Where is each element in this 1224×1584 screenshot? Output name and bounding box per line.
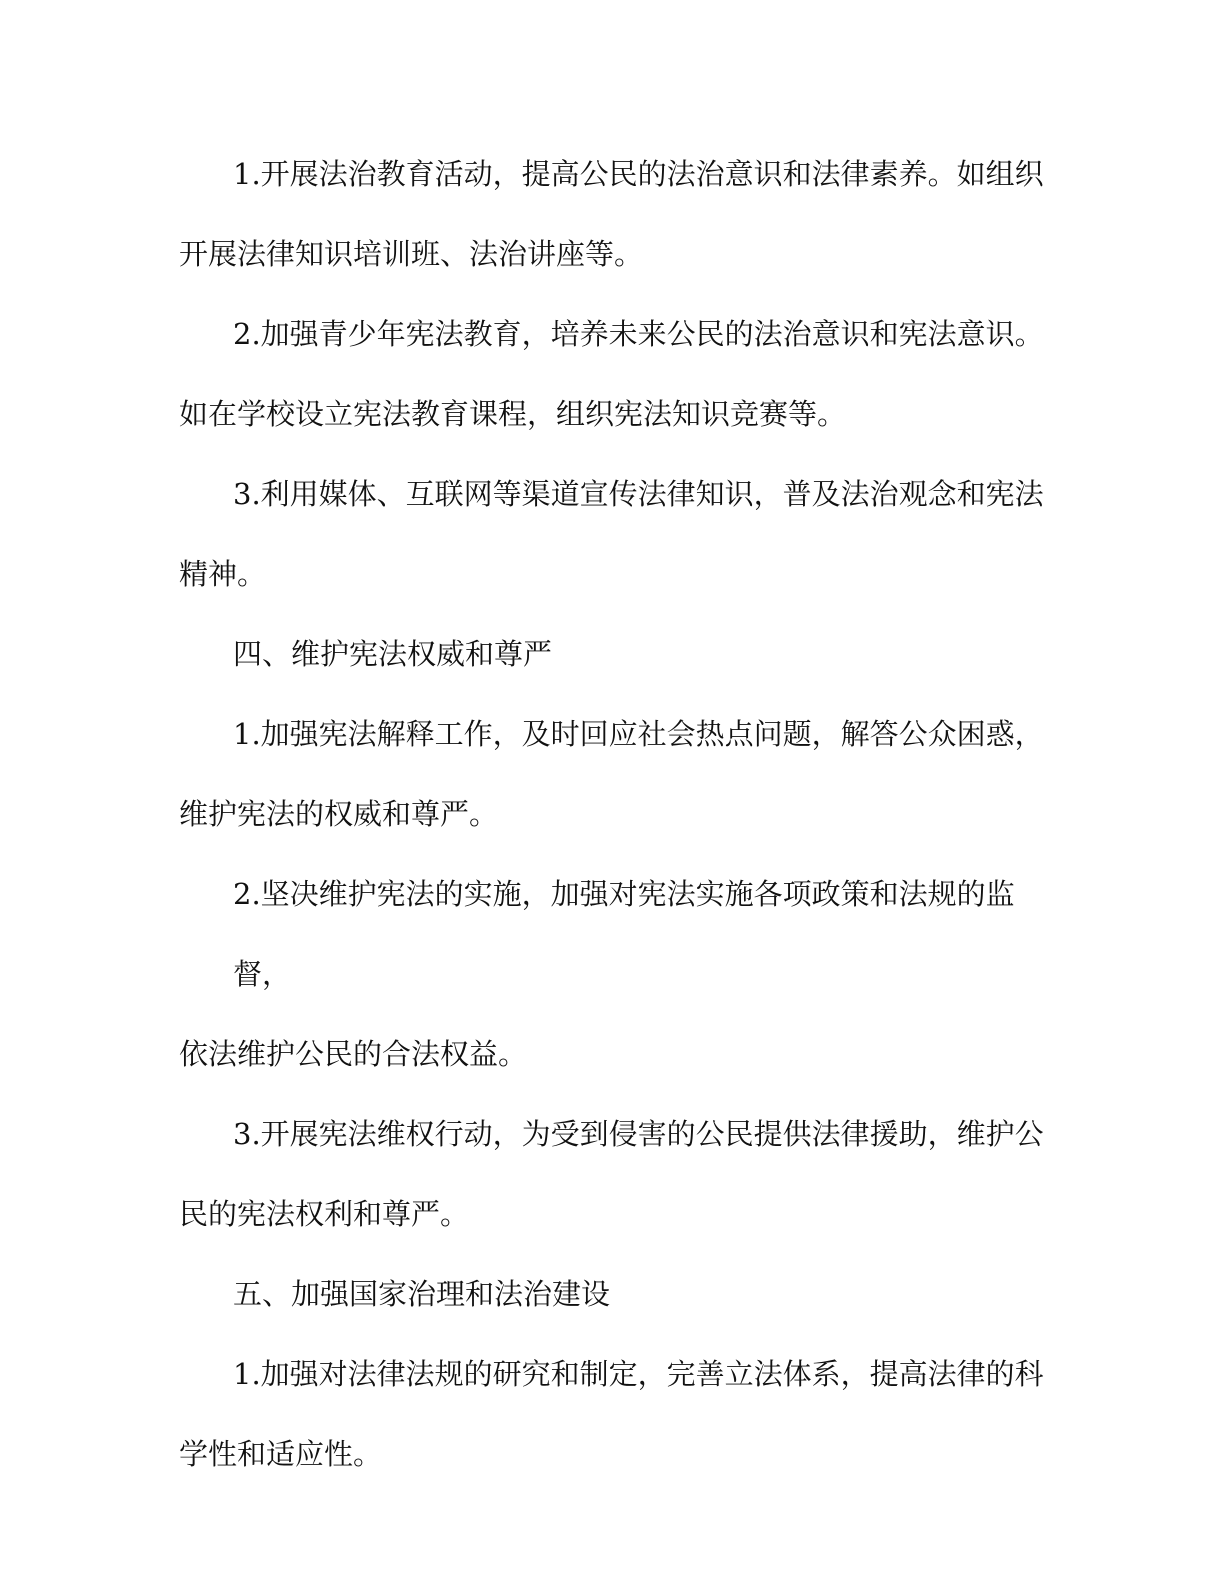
document-body xyxy=(179,134,1069,1494)
paragraph-line: 3.开展宪法维权行动，为受到侵害的公民提供法律援助，维护公 xyxy=(233,1117,1044,1151)
paragraph-line: 1.开展法治教育活动，提高公民的法治意识和法律素养。如组织 xyxy=(233,157,1044,191)
section-heading: 五、加强国家治理和法治建设 xyxy=(233,1277,611,1311)
section-heading: 四、维护宪法权威和尊严 xyxy=(233,637,553,671)
paragraph-line: 开展法律知识培训班、法治讲座等。 xyxy=(179,237,644,271)
paragraph-line: 1.加强宪法解释工作，及时回应社会热点问题，解答公众困惑， xyxy=(233,717,1044,751)
paragraph-line: 精神。 xyxy=(179,557,267,591)
paragraph-line: 民的宪法权利和尊严。 xyxy=(179,1197,470,1231)
paragraph-line: 2.坚决维护宪法的实施，加强对宪法实施各项政策和法规的监督， xyxy=(233,877,1015,991)
paragraph-line: 3.利用媒体、互联网等渠道宣传法律知识，普及法治观念和宪法 xyxy=(233,477,1044,511)
paragraph-line: 维护宪法的权威和尊严。 xyxy=(179,797,499,831)
paragraph-line: 学性和适应性。 xyxy=(179,1437,383,1471)
paragraph-line: 2.加强青少年宪法教育，培养未来公民的法治意识和宪法意识。 xyxy=(233,317,1044,351)
paragraph-line: 依法维护公民的合法权益。 xyxy=(179,1037,528,1071)
paragraph-line: 如在学校设立宪法教育课程，组织宪法知识竞赛等。 xyxy=(179,397,847,431)
paragraph-line: 1.加强对法律法规的研究和制定，完善立法体系，提高法律的科 xyxy=(233,1357,1044,1391)
